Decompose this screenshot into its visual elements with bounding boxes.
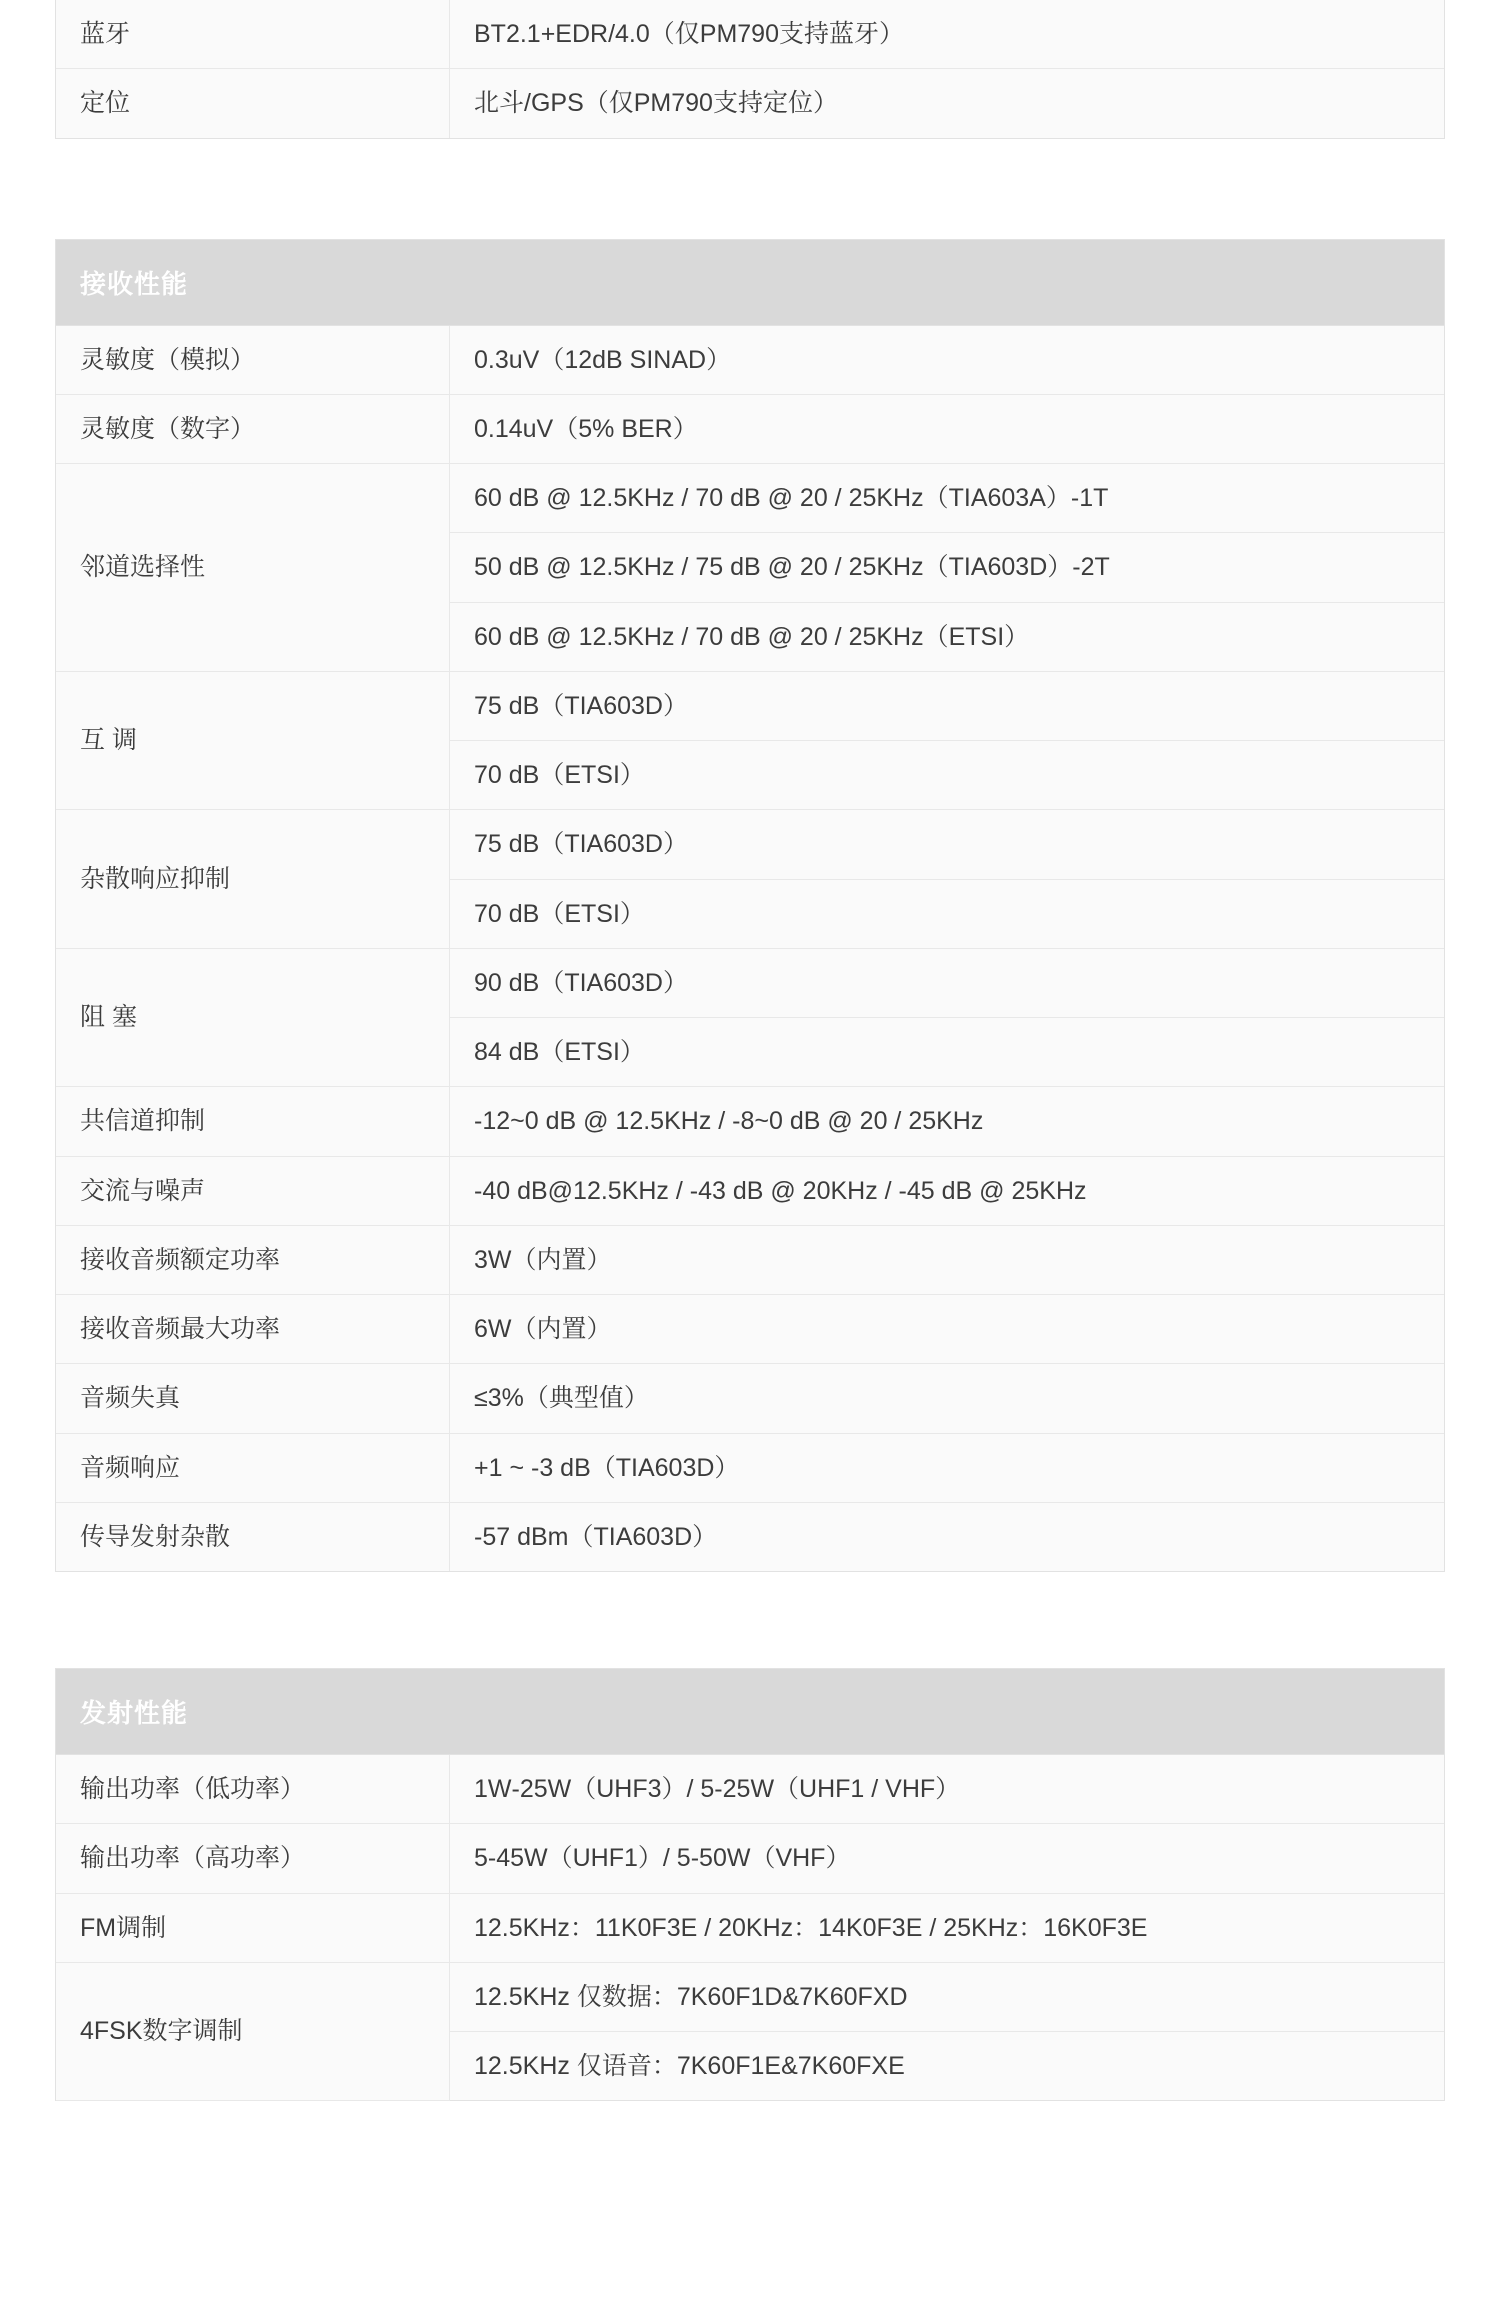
- row-value: 0.3uV（12dB SINAD）: [450, 326, 1445, 395]
- table-row: [56, 1893, 1444, 1962]
- row-value: 75 dB（TIA603D）: [450, 810, 1445, 879]
- table-row: [56, 1364, 1444, 1433]
- spec-table-top: [56, 0, 1444, 139]
- table-row: [56, 1502, 1444, 1571]
- row-label: 传导发射杂散: [56, 1502, 450, 1571]
- row-value: 12.5KHz：11K0F3E / 20KHz：14K0F3E / 25KHz：16K0F3E: [450, 1893, 1445, 1962]
- row-value: ≤3%（典型值）: [450, 1364, 1445, 1433]
- table-row: [56, 810, 1444, 879]
- row-value: 0.14uV（5% BER）: [450, 394, 1445, 463]
- row-label: 阻 塞: [56, 948, 450, 1087]
- table-row: [56, 1962, 1444, 2031]
- row-label: 音频失真: [56, 1364, 450, 1433]
- row-label: 灵敏度（模拟）: [56, 326, 450, 395]
- table-row: [56, 1225, 1444, 1294]
- row-value: 6W（内置）: [450, 1295, 1445, 1364]
- row-label: 杂散响应抑制: [56, 810, 450, 949]
- table-row: [56, 326, 1444, 395]
- row-label: 交流与噪声: [56, 1156, 450, 1225]
- row-label: 接收音频最大功率: [56, 1295, 450, 1364]
- transmit-performance-block: [55, 1668, 1445, 2101]
- table-row: [56, 1295, 1444, 1364]
- table-row: [56, 1156, 1444, 1225]
- receive-performance-block: [55, 239, 1445, 1573]
- row-value: ‑40 dB@12.5KHz / ‑43 dB @ 20KHz / ‑45 dB @ 25KHz: [450, 1156, 1445, 1225]
- block-spacer: [0, 139, 1500, 239]
- row-label: 音频响应: [56, 1433, 450, 1502]
- row-label: 4FSK数字调制: [56, 1962, 450, 2101]
- row-value: 70 dB（ETSI）: [450, 741, 1445, 810]
- row-value: 12.5KHz 仅语音：7K60F1E&7K60FXE: [450, 2032, 1445, 2101]
- bluetooth-location-block: [55, 0, 1445, 139]
- table-row: [56, 464, 1444, 533]
- row-value: BT2.1+EDR/4.0（仅PM790支持蓝牙）: [450, 0, 1445, 69]
- block-spacer: [0, 1572, 1500, 1668]
- row-value: ‑57 dBm（TIA603D）: [450, 1502, 1445, 1571]
- spec-table-transmit: [56, 1755, 1444, 2101]
- row-label: 灵敏度（数字）: [56, 394, 450, 463]
- transmit-performance-title: 发射性能: [56, 1669, 1444, 1755]
- row-value: 90 dB（TIA603D）: [450, 948, 1445, 1017]
- row-label: 输出功率（高功率）: [56, 1824, 450, 1893]
- row-label: 输出功率（低功率）: [56, 1755, 450, 1824]
- table-row: [56, 1433, 1444, 1502]
- row-value: +1 ~ ‑3 dB（TIA603D）: [450, 1433, 1445, 1502]
- table-row: [56, 1755, 1444, 1824]
- receive-performance-title: 接收性能: [56, 240, 1444, 326]
- table-row: [56, 0, 1444, 69]
- row-label: 共信道抑制: [56, 1087, 450, 1156]
- row-label: 邻道选择性: [56, 464, 450, 672]
- table-row: [56, 671, 1444, 740]
- row-value: 5‑45W（UHF1）/ 5‑50W（VHF）: [450, 1824, 1445, 1893]
- table-row: [56, 948, 1444, 1017]
- table-row: [56, 69, 1444, 138]
- row-value: 84 dB（ETSI）: [450, 1018, 1445, 1087]
- spec-table-receive: [56, 326, 1444, 1573]
- row-value: ‑12~0 dB @ 12.5KHz / ‑8~0 dB @ 20 / 25KHz: [450, 1087, 1445, 1156]
- table-row: [56, 1824, 1444, 1893]
- row-label: 蓝牙: [56, 0, 450, 69]
- row-label: FM调制: [56, 1893, 450, 1962]
- row-value: 60 dB @ 12.5KHz / 70 dB @ 20 / 25KHz（TIA603A）‑1T: [450, 464, 1445, 533]
- row-label: 互 调: [56, 671, 450, 810]
- row-value: 75 dB（TIA603D）: [450, 671, 1445, 740]
- table-row: [56, 394, 1444, 463]
- table-row: [56, 1087, 1444, 1156]
- row-value: 12.5KHz 仅数据：7K60F1D&7K60FXD: [450, 1962, 1445, 2031]
- row-value: 北斗/GPS（仅PM790支持定位）: [450, 69, 1445, 138]
- row-label: 定位: [56, 69, 450, 138]
- row-value: 60 dB @ 12.5KHz / 70 dB @ 20 / 25KHz（ETSI）: [450, 602, 1445, 671]
- row-label: 接收音频额定功率: [56, 1225, 450, 1294]
- row-value: 50 dB @ 12.5KHz / 75 dB @ 20 / 25KHz（TIA603D）‑2T: [450, 533, 1445, 602]
- row-value: 3W（内置）: [450, 1225, 1445, 1294]
- row-value: 1W‑25W（UHF3）/ 5‑25W（UHF1 / VHF）: [450, 1755, 1445, 1824]
- row-value: 70 dB（ETSI）: [450, 879, 1445, 948]
